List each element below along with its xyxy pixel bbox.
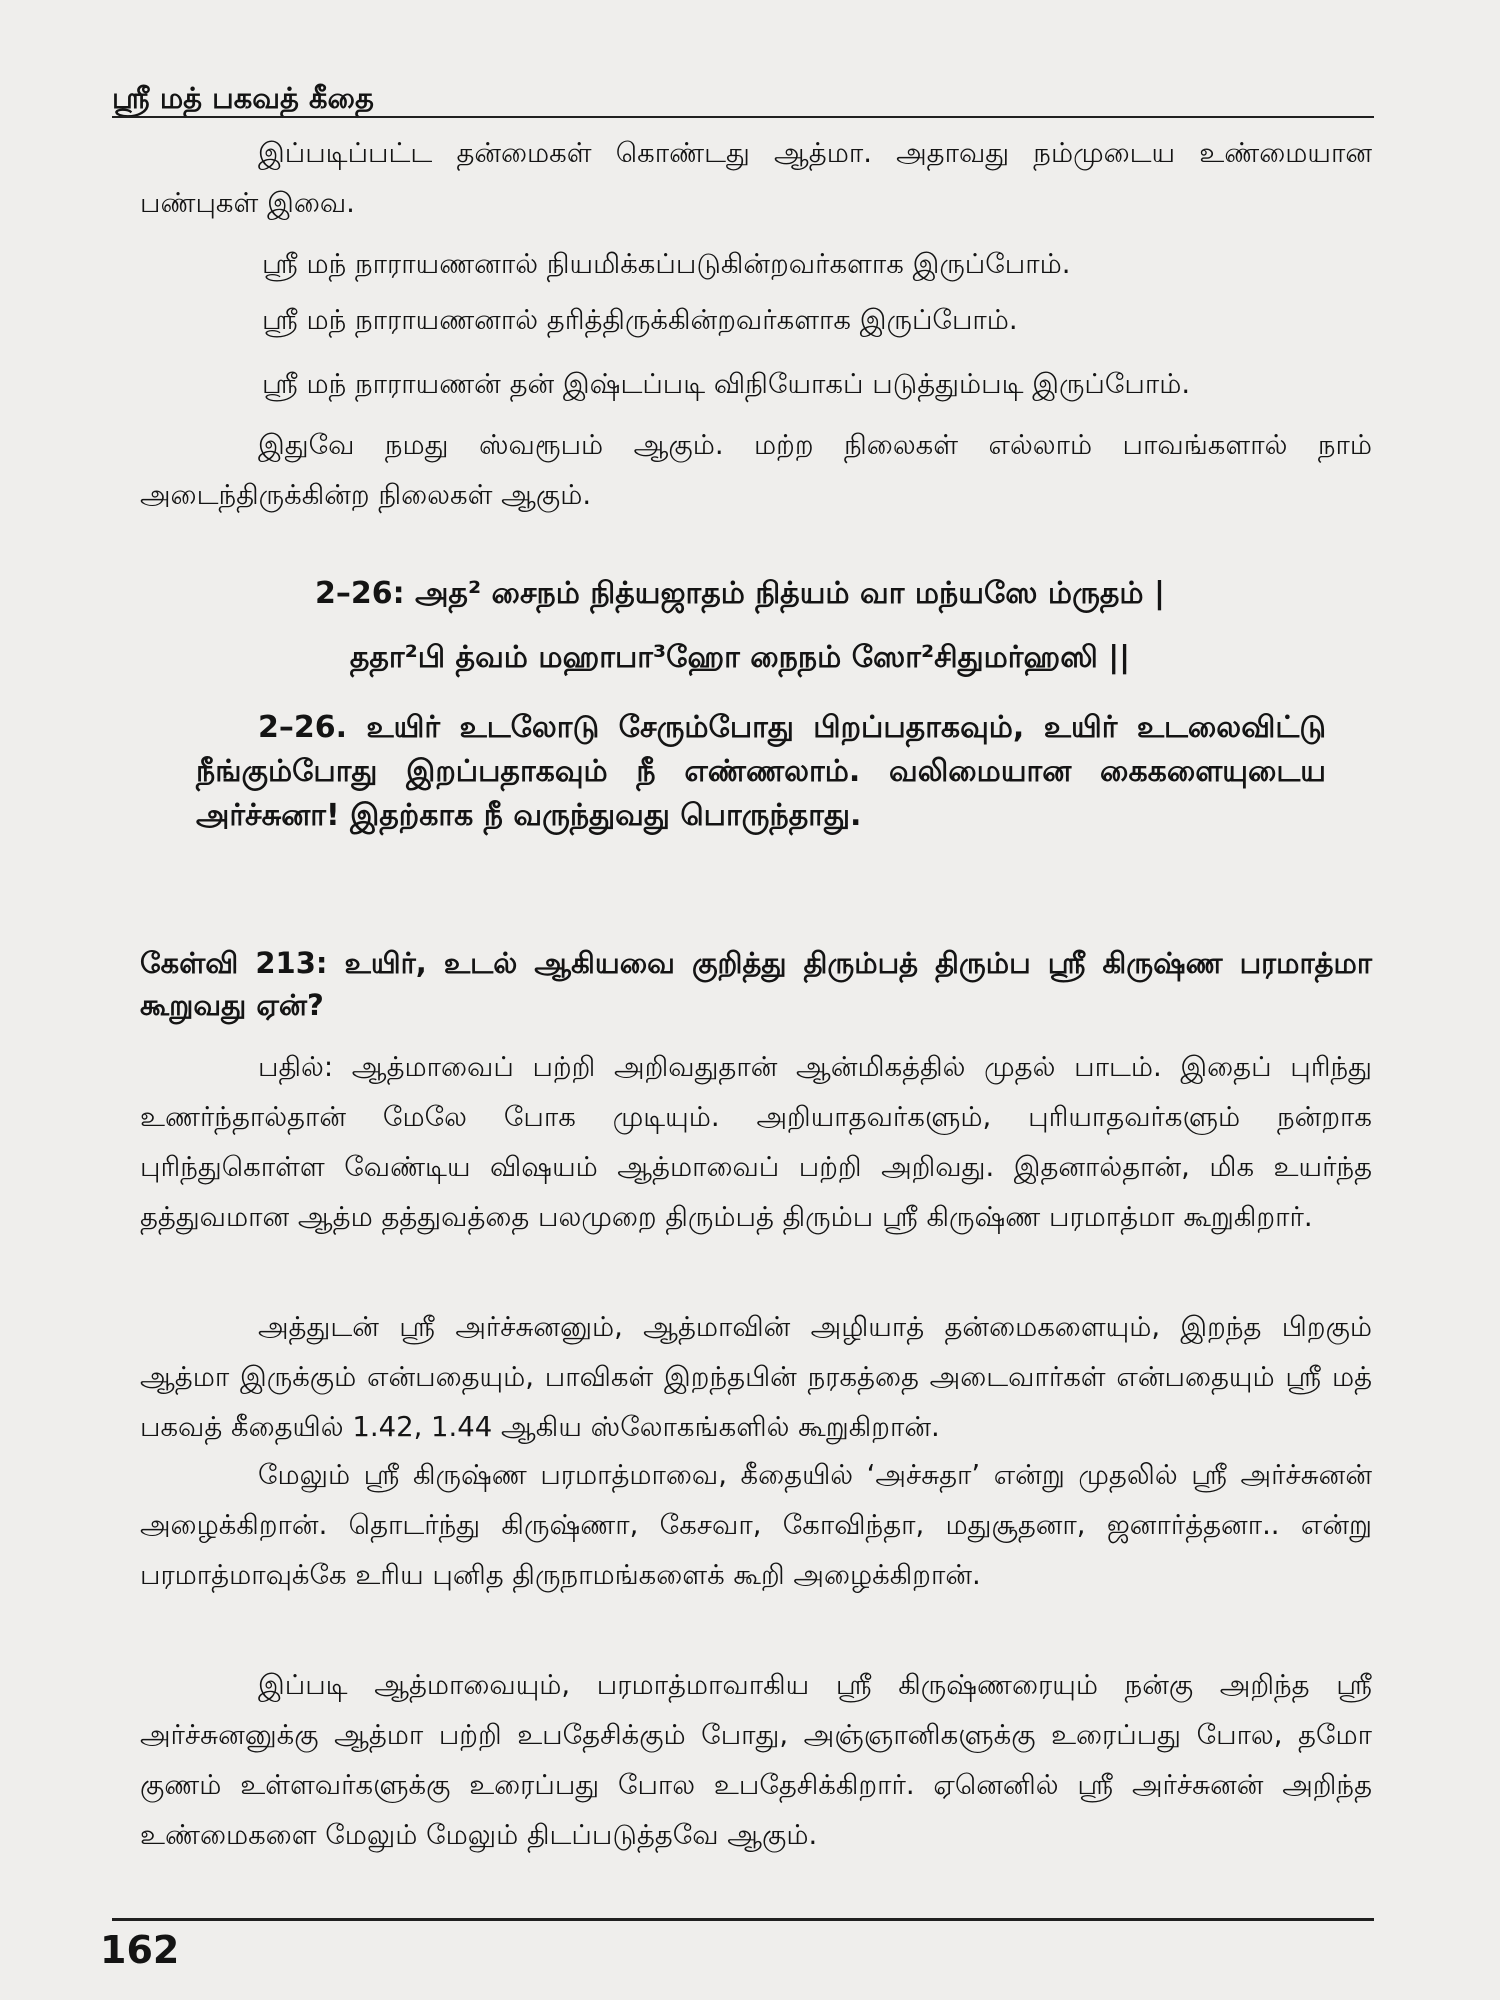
quote-line-2: ஸ்ரீ மந் நாராயணனால் தரித்திருக்கின்றவர்களாக இருப்போம். [262,304,1018,336]
answer-paragraph-4: இப்படி ஆத்மாவையும், பரமாத்மாவாகிய ஸ்ரீ கிருஷ்ணரையும் நன்கு அறிந்த ஸ்ரீ அர்ச்சுனனுக்கு ஆத்மா பற்றி உபதேசிக்கும் போது, அஞ்ஞானிகளுக்கு உரைப்பது போல, தமோ குணம் உள்ளவர்களுக்கு உரைப்பது போல உபதேசிக்கிறார். ஏனெனில் ஸ்ரீ அர்ச்சுனன் அறிந்த உண்மைகளை மேலும் மேலும் திடப்படுத்தவே ஆகும். [140,1669,1372,1851]
verse-line-2: ததா²பி த்வம் மஹாபா³ஹோ நைநம் ஸோ²சிதுமர்ஹஸி || [349,640,1131,675]
intro-paragraph: இப்படிப்பட்ட தன்மைகள் கொண்டது ஆத்மா. அதாவது நம்முடைய உண்மையான பண்புகள் இவை. [140,137,1372,219]
footer-rule [112,1918,1374,1921]
header-rule [112,116,1374,118]
answer-paragraph-2: அத்துடன் ஸ்ரீ அர்ச்சுனனும், ஆத்மாவின் அழியாத் தன்மைகளையும், இறந்த பிறகும் ஆத்மா இருக்கும் என்பதையும், பாவிகள் இறந்தபின் நரகத்தை அடைவார்கள் என்பதையும் ஸ்ரீ மத் பகவத் கீதையில் 1.42, 1.44 ஆகிய ஸ்லோகங்களில் கூறுகிறான். [140,1311,1372,1443]
quote-line-1: ஸ்ரீ மந் நாராயணனால் நியமிக்கப்படுகின்றவர்களாக இருப்போம். [262,248,1071,280]
verse-line-1: 2–26: அத² சைநம் நித்யஜாதம் நித்யம் வா மந்யஸே ம்ருதம் | [315,576,1165,611]
swaroopa-paragraph: இதுவே நமது ஸ்வரூபம் ஆகும். மற்ற நிலைகள் எல்லாம் பாவங்களால் நாம் அடைந்திருக்கின்ற நிலைகள் ஆகும். [140,429,1372,511]
answer-paragraph-1: பதில்: ஆத்மாவைப் பற்றி அறிவதுதான் ஆன்மிகத்தில் முதல் பாடம். இதைப் புரிந்து உணர்ந்தால்தான் மேலே போக முடியும். அறியாதவர்களும், புரியாதவர்களும் நன்றாக புரிந்துகொள்ள வேண்டிய விஷயம் ஆத்மாவைப் பற்றி அறிவது. இதனால்தான், மிக உயர்ந்த தத்துவமான ஆத்ம தத்துவத்தை பலமுறை திரும்பத் திரும்ப ஸ்ரீ கிருஷ்ண பரமாத்மா கூறுகிறார். [140,1051,1372,1233]
page-number: 162 [100,1928,180,1972]
quote-line-3: ஸ்ரீ மந் நாராயணன் தன் இஷ்டப்படி விநியோகப் படுத்தும்படி இருப்போம். [262,368,1191,400]
answer-paragraph-3: மேலும் ஸ்ரீ கிருஷ்ண பரமாத்மாவை, கீதையில் ‘அச்சுதா’ என்று முதலில் ஸ்ரீ அர்ச்சுனன் அழைக்கிறான். தொடர்ந்து கிருஷ்ணா, கேசவா, கோவிந்தா, மதுசூதனா, ஜனார்த்தனா.. என்று பரமாத்மாவுக்கே உரிய புனித திருநாமங்களைக் கூறி அழைக்கிறான். [140,1459,1372,1591]
verse-translation: 2–26. உயிர் உடலோடு சேரும்போது பிறப்பதாகவும், உயிர் உடலைவிட்டு நீங்கும்போது இறப்பதாகவும் நீ எண்ணலாம். வலிமையான கைகளையுடைய அர்ச்சுனா! இதற்காக நீ வருந்துவது பொருந்தாது. [196,710,1326,833]
running-header: ஸ்ரீ மத் பகவத் கீதை [112,81,374,115]
question-heading: கேள்வி 213: உயிர், உடல் ஆகியவை குறித்து திரும்பத் திரும்ப ஸ்ரீ கிருஷ்ண பரமாத்மா கூறுவது ஏன்? [140,946,1372,1022]
